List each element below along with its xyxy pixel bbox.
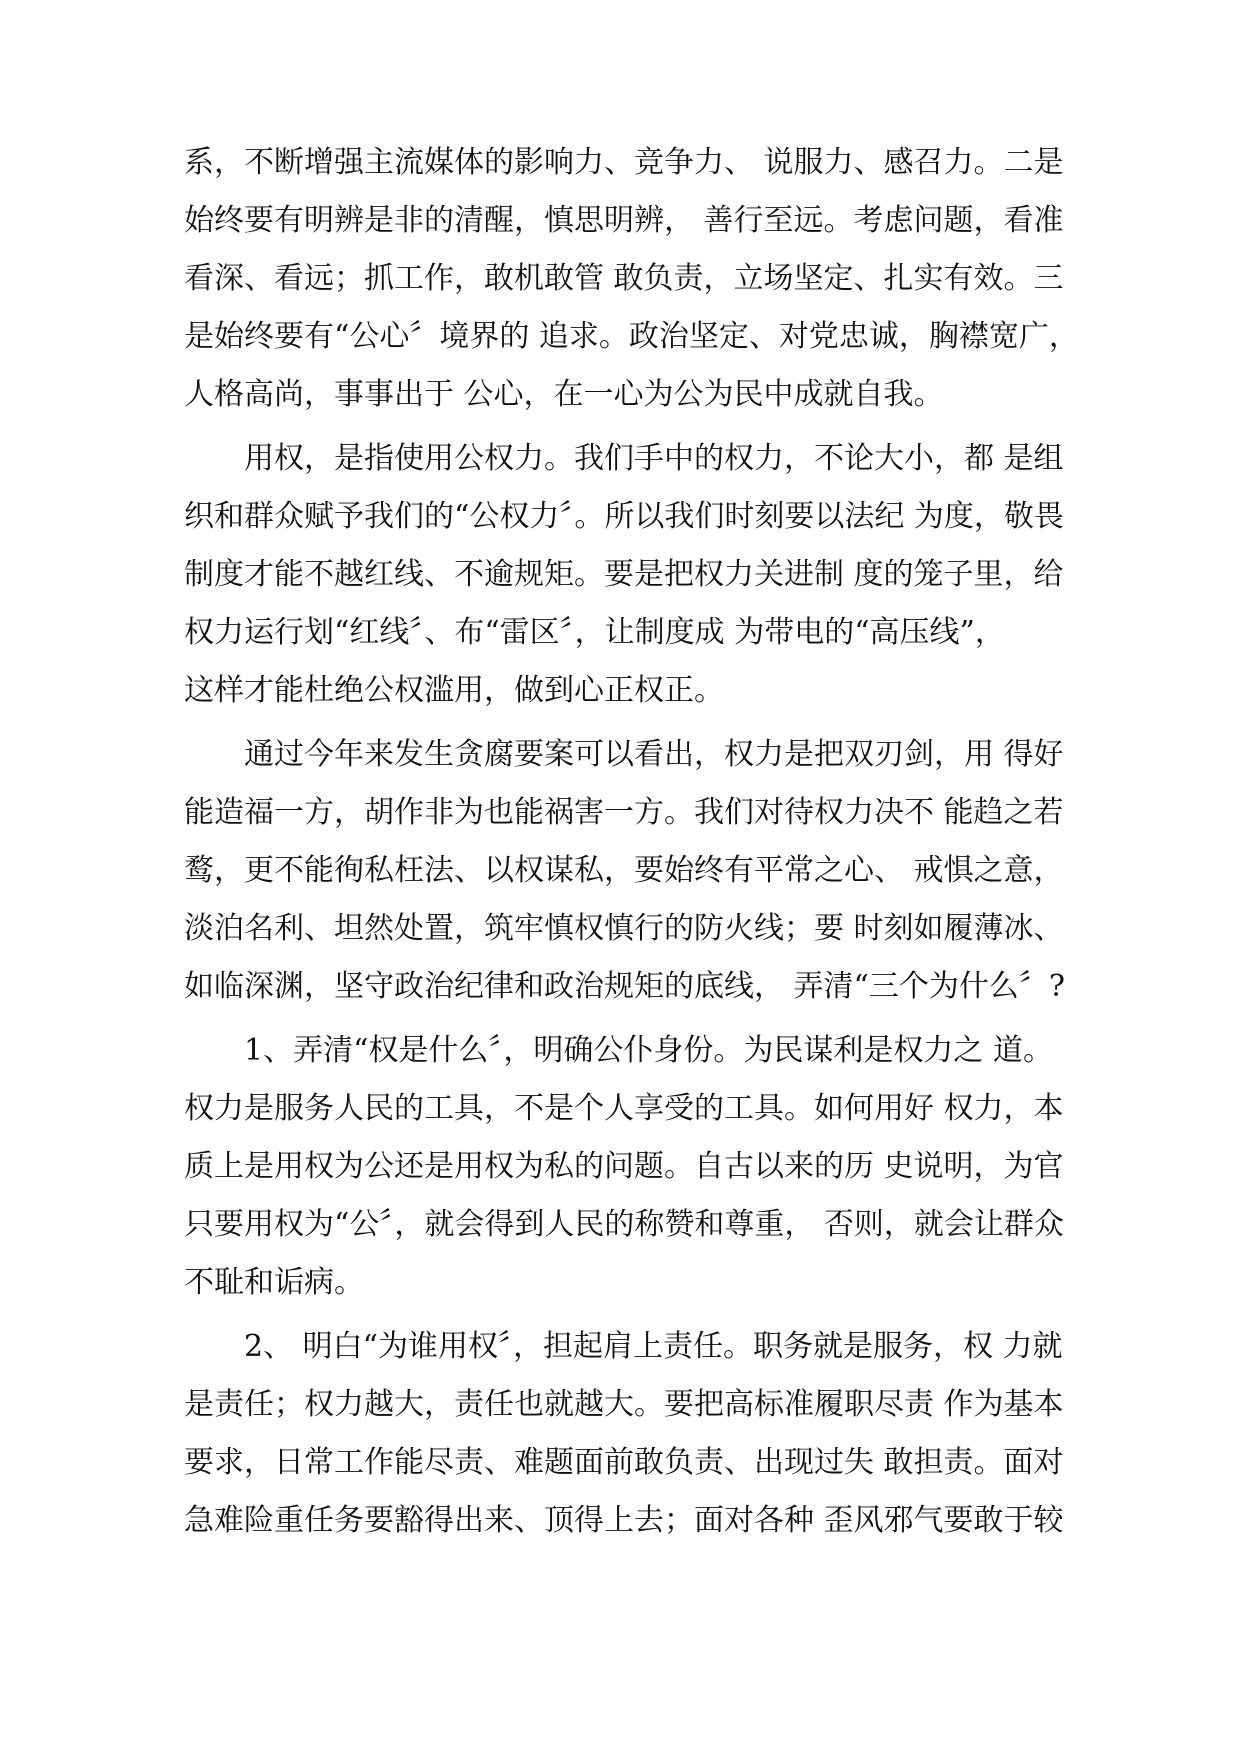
text-line: 不耻和诟病。 bbox=[184, 1265, 364, 1300]
text-line: 急难险重任务要豁得出来、顶得上去；面对各种 歪风邪气要敢于较 bbox=[184, 1503, 1064, 1538]
text-line: 制度才能不越红线、不逾规矩。要是把权力关进制 度的笼子里，给 bbox=[184, 557, 1064, 592]
text-line: 系，不断增强主流媒体的影响力、竞争力、 说服力、感召力。二是 bbox=[184, 145, 1064, 180]
text-line: 质上是用权为公还是用权为私的问题。自古以来的历 史说明，为官 bbox=[184, 1149, 1064, 1184]
text-line: 是责任；权力越大，责任也就越大。要把高标准履职尽责 作为基本 bbox=[184, 1387, 1064, 1422]
paragraph bbox=[184, 1022, 1084, 1312]
text-line: 能造福一方，胡作非为也能祸害一方。我们对待权力决不 能趋之若 bbox=[184, 795, 1064, 830]
text-line: 权力是服务人民的工具，不是个人享受的工具。如何用好 权力，本 bbox=[184, 1091, 1064, 1126]
text-line: 如临深渊，坚守政治纪律和政治规矩的底线， 弄清“三个为什么〞? bbox=[184, 969, 1065, 1004]
text-line: 始终要有明辨是非的清醒，慎思明辨， 善行至远。考虑问题，看准 bbox=[184, 203, 1064, 238]
text-line: 鹜，更不能徇私枉法、以权谋私，要始终有平常之心、 戒惧之意， bbox=[184, 853, 1064, 888]
text-line: 淡泊名利、坦然处置，筑牢慎权慎行的防火线；要 时刻如履薄冰、 bbox=[184, 911, 1064, 946]
text-line: 权力运行划“红线〞、布“雷区〞，让制度成 为带电的“高压线”， bbox=[184, 615, 1005, 650]
text-line: 通过今年来发生贪腐要案可以看出，权力是把双刃剑，用 得好 bbox=[184, 737, 1064, 772]
text-line: 看深、看远；抓工作，敢机敢管 敢负责，立场坚定、扎实有效。三 bbox=[184, 261, 1064, 296]
body-text bbox=[184, 134, 1084, 1550]
text-line: 要求，日常工作能尽责、难题面前敢负责、出现过失 敢担责。面对 bbox=[184, 1445, 1064, 1480]
text-line: 人格高尚，事事出于 公心，在一心为公为民中成就自我。 bbox=[184, 377, 944, 412]
text-line: 织和群众赋予我们的“公权力〞。所以我们时刻要以法纪 为度，敬畏 bbox=[184, 499, 1064, 534]
paragraph bbox=[184, 1318, 1084, 1550]
text-line: 1、弄清“权是什么〞，明确公仆身份。为民谋利是权力之 道。 bbox=[184, 1033, 1053, 1068]
paragraph bbox=[184, 134, 1084, 424]
paragraph bbox=[184, 726, 1084, 1016]
text-line: 只要用权为“公〞，就会得到人民的称赞和尊重， 否则，就会让群众 bbox=[184, 1207, 1064, 1242]
text-line: 这样才能杜绝公权滥用，做到心正权正。 bbox=[184, 673, 724, 708]
text-line: 是始终要有“公心〞境界的 追求。政治坚定、对党忠诚，胸襟宽广， bbox=[184, 319, 1079, 354]
text-line: 用权，是指使用公权力。我们手中的权力，不论大小，都 是组 bbox=[184, 441, 1064, 476]
paragraph bbox=[184, 430, 1084, 720]
text-line: 2、 明白“为谁用权〞，担起肩上责任。职务就是服务，权 力就 bbox=[184, 1329, 1063, 1364]
